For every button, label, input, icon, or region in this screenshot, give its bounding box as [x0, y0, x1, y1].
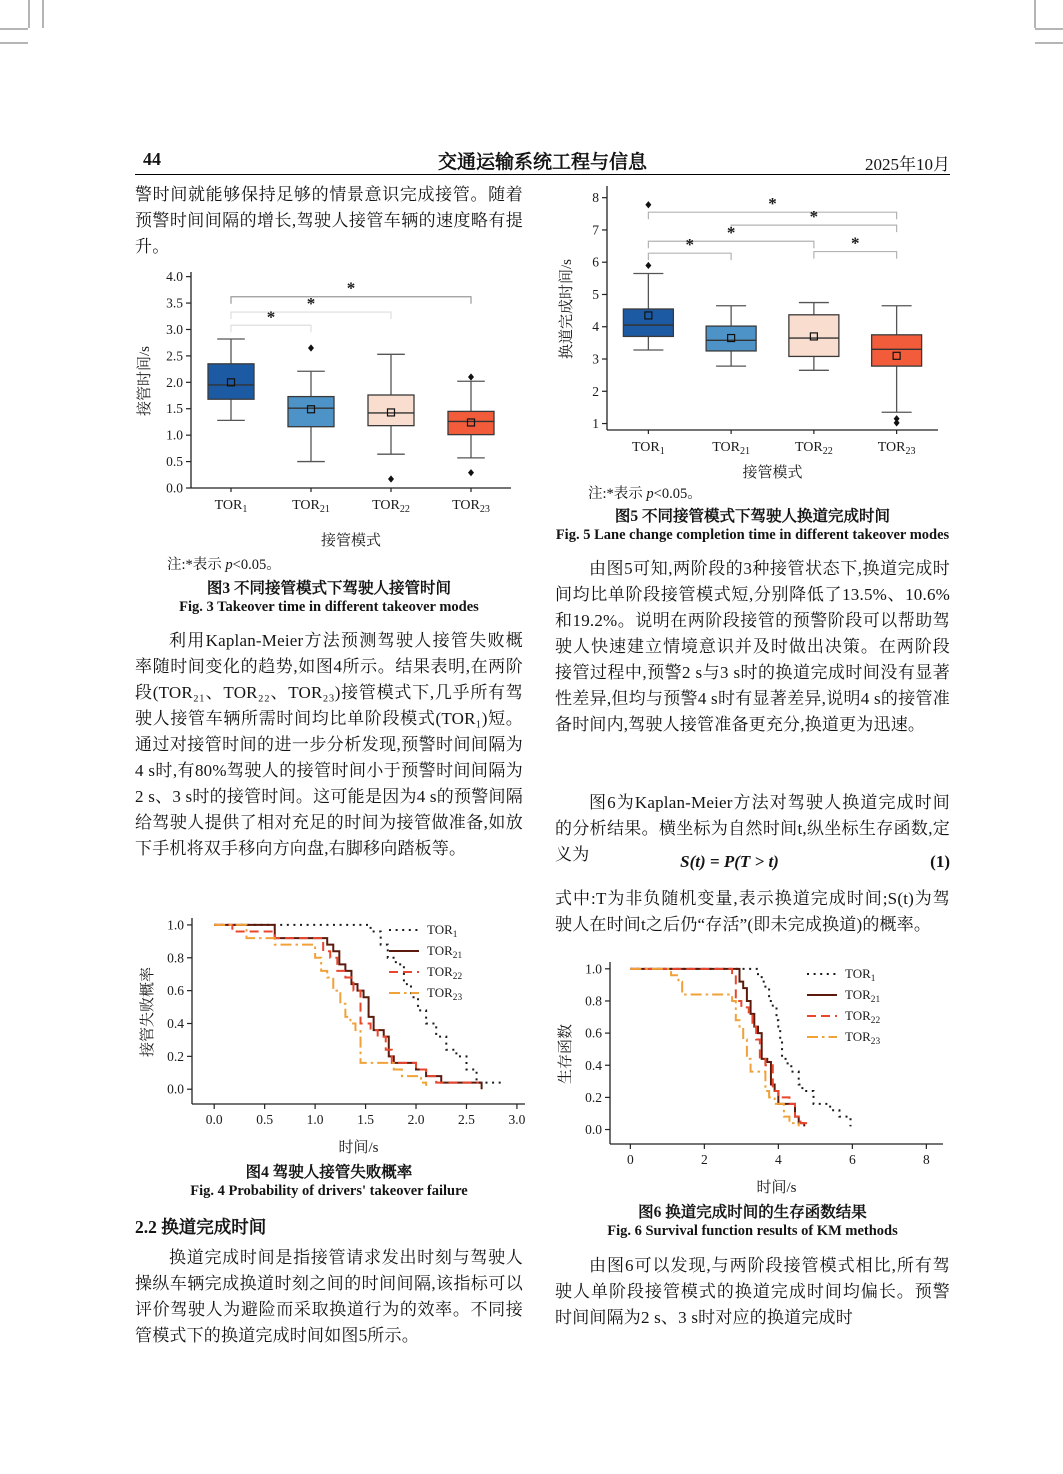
- svg-text:*: *: [809, 207, 819, 227]
- fig3-note: 注:*表示 p<0.05。: [167, 557, 281, 573]
- svg-text:4.0: 4.0: [166, 269, 183, 285]
- svg-text:0.0: 0.0: [167, 1081, 184, 1097]
- svg-text:生存函数: 生存函数: [558, 1023, 574, 1085]
- svg-text:2: 2: [592, 383, 599, 399]
- paragraph: 换道完成时间是指接管请求发出时刻与驾驶人操纵车辆完成换道时刻之间的时间间隔,该指标可以评价驾驶人为避险而采取换道行为的效率。不同接管模式下的换道完成时间如图5所示。: [135, 1248, 523, 1345]
- header-rule: [135, 174, 950, 175]
- svg-text:TOR22: $TOR_{22}$: [794, 440, 833, 457]
- paragraph: 式中:T为非负随机变量,表示换道完成时间;S(t)为驾驶人在时间t之后仍“存活”(即未完成换道)的概率。: [555, 889, 950, 934]
- svg-text:时间/s: 时间/s: [338, 1140, 379, 1156]
- svg-text:*: *: [726, 223, 736, 243]
- svg-text:TOR1: $TOR_1$: [427, 922, 458, 940]
- crop-mark: [1035, 28, 1063, 30]
- svg-text:3.0: 3.0: [166, 321, 183, 337]
- svg-text:0.0: 0.0: [205, 1112, 223, 1127]
- svg-text:TOR21: $TOR_{21}$: [712, 440, 751, 457]
- fig6-caption-zh: 图6 换道完成时间的生存函数结果: [638, 1204, 867, 1221]
- svg-text:*: *: [851, 233, 860, 253]
- svg-text:0.6: 0.6: [167, 983, 184, 999]
- svg-text:0.4: 0.4: [167, 1016, 184, 1031]
- svg-text:8: 8: [922, 1152, 930, 1167]
- svg-text:4: 4: [592, 319, 599, 335]
- svg-text:0.2: 0.2: [167, 1048, 184, 1064]
- svg-text:3.0: 3.0: [508, 1112, 526, 1127]
- svg-text:接管模式: 接管模式: [742, 465, 803, 481]
- crop-mark: [1035, 42, 1063, 44]
- journal-title: 交通运输系统工程与信息: [437, 152, 647, 173]
- svg-text:TOR21: $TOR_{21}$: [427, 943, 463, 961]
- svg-text:0.8: 0.8: [167, 950, 184, 966]
- svg-text:TOR22: $TOR_{22}$: [427, 964, 463, 982]
- equation-1: [555, 852, 950, 872]
- svg-text:TOR1: $TOR_1$: [845, 966, 876, 984]
- svg-text:1.0: 1.0: [167, 917, 184, 933]
- svg-text:接管时间/s: 接管时间/s: [137, 345, 153, 417]
- svg-text:TOR21: $TOR_{21}$: [845, 987, 881, 1005]
- paragraph: 由图5可知,两阶段的3种接管状态下,换道完成时间均比单阶段接管模式短,分别降低了13.5%、10.6%和19.2%。说明在两阶段接管的预警阶段可以帮助驾驶人快速建立情境意识并及时做出决策。在两阶段接管过程中,预警2 s与3 s时的换道完成时间没有显著性差异,但均与预警4 s时有显著差异,说明4 s的接管准备时间内,驾驶人接管准备更充分,换道更为迅速。: [555, 559, 950, 734]
- svg-text:1: 1: [592, 416, 599, 432]
- paragraph: 由图6可以发现,与两阶段接管模式相比,所有驾驶人单阶段接管模式的换道完成时间均偏长。预警时间间隔为2 s、3 s时对应的换道完成时: [555, 1256, 950, 1327]
- svg-text:时间/s: 时间/s: [756, 1180, 797, 1196]
- svg-text:3.5: 3.5: [166, 295, 183, 311]
- fig4-caption-zh: 图4 驾驶人接管失败概率: [245, 1164, 413, 1181]
- svg-text:0: 0: [626, 1152, 634, 1167]
- svg-text:TOR23: $TOR_{23}$: [845, 1029, 881, 1047]
- svg-text:0.8: 0.8: [585, 993, 602, 1009]
- svg-text:2.0: 2.0: [407, 1112, 425, 1127]
- crop-mark: [0, 42, 28, 44]
- svg-text:*: *: [685, 235, 694, 255]
- crop-mark: [28, 0, 30, 28]
- svg-text:TOR1: $TOR_1$: [214, 498, 248, 515]
- fig5-caption-en: Fig. 5 Lane change completion time in different takeover modes: [555, 527, 950, 543]
- svg-text:TOR23: $TOR_{23}$: [877, 440, 916, 457]
- page-number: 44: [143, 149, 161, 169]
- equation-formula: S(t) = P(T > t): [680, 852, 779, 871]
- fig5-boxplot-chart: [555, 178, 950, 489]
- svg-text:换道完成时间/s: 换道完成时间/s: [559, 258, 575, 360]
- svg-text:0.2: 0.2: [585, 1089, 602, 1105]
- fig5-note: 注:*表示 p<0.05。: [588, 486, 702, 502]
- svg-text:*: *: [768, 194, 777, 214]
- svg-text:2.0: 2.0: [166, 374, 183, 390]
- svg-text:0.0: 0.0: [166, 480, 183, 496]
- svg-text:0.6: 0.6: [585, 1025, 602, 1041]
- svg-text:TOR22: $TOR_{22}$: [372, 498, 410, 515]
- fig3-caption-en: Fig. 3 Takeover time in different takeover modes: [179, 599, 479, 615]
- svg-text:8: 8: [592, 190, 599, 206]
- fig6-caption-en: Fig. 6 Survival function results of KM methods: [607, 1223, 898, 1239]
- svg-text:1.5: 1.5: [357, 1112, 375, 1127]
- paragraph: 图6为Kaplan-Meier方法对驾驶人换道完成时间的分析结果。横坐标为自然时间t,纵坐标生存函数,定义为: [555, 793, 950, 864]
- svg-text:5: 5: [592, 286, 599, 302]
- svg-text:1.5: 1.5: [166, 401, 183, 417]
- fig4-caption-en: Fig. 4 Probability of drivers' takeover failure: [190, 1183, 468, 1199]
- svg-text:1.0: 1.0: [585, 961, 602, 977]
- svg-text:3: 3: [592, 351, 599, 367]
- fig3-caption-zh: 图3 不同接管模式下驾驶人接管时间: [206, 580, 452, 597]
- paragraph: 警时间就能够保持足够的情景意识完成接管。随着预警时间间隔的增长,驾驶人接管车辆的速度略有提升。: [135, 185, 523, 256]
- svg-text:*: *: [346, 278, 356, 298]
- issue-date: 2025年10月: [865, 155, 950, 174]
- svg-text:*: *: [266, 307, 276, 327]
- fig5-caption-zh: 图5 不同接管模式下驾驶人换道完成时间: [614, 508, 891, 525]
- fig4-km-chart: [137, 912, 535, 1163]
- fig3-boxplot-chart: [133, 266, 519, 557]
- svg-text:2.5: 2.5: [458, 1112, 475, 1127]
- svg-text:0.5: 0.5: [256, 1112, 274, 1127]
- svg-text:4: 4: [774, 1152, 782, 1167]
- svg-text:7: 7: [592, 222, 599, 238]
- section-heading-2-2: 2.2 换道完成时间: [135, 1217, 267, 1237]
- svg-text:2.5: 2.5: [166, 348, 183, 364]
- svg-text:1.0: 1.0: [166, 427, 183, 443]
- svg-text:2: 2: [700, 1152, 708, 1167]
- svg-text:TOR23: $TOR_{23}$: [427, 985, 463, 1003]
- svg-text:接管失败概率: 接管失败概率: [140, 966, 156, 1058]
- fig6-km-chart: [555, 956, 953, 1203]
- svg-text:0.0: 0.0: [585, 1122, 602, 1138]
- svg-text:TOR22: $TOR_{22}$: [845, 1008, 881, 1026]
- svg-text:TOR21: $TOR_{21}$: [292, 498, 330, 515]
- svg-text:接管模式: 接管模式: [320, 533, 382, 549]
- svg-text:6: 6: [592, 254, 599, 270]
- svg-text:TOR23: $TOR_{23}$: [452, 498, 490, 515]
- svg-text:0.4: 0.4: [585, 1057, 602, 1073]
- svg-text:1.0: 1.0: [306, 1112, 324, 1127]
- svg-text:TOR1: $TOR_1$: [631, 440, 665, 457]
- crop-mark: [0, 28, 28, 30]
- crop-mark: [42, 0, 44, 28]
- crop-mark: [1034, 0, 1036, 28]
- equation-number: (1): [930, 852, 950, 871]
- paragraph: 利用Kaplan-Meier方法预测驾驶人接管失败概率随时间变化的趋势,如图4所示。结果表明,在两阶段(TOR₂₁、TOR₂₂、TOR₂₃)接管模式下,几乎所有驾驶人接管车辆所需时间均比单阶段模式(TOR₁)短。通过对接管时间的进一步分析发现,预警时间间隔为4 s时,有80%驾驶人的接管时间小于预警时间间隔为2 s、3 s时的接管时间。这可能是因为4 s的预警间隔给驾驶人提供了相对充足的时间为接管做准备,如放下手机将双手移向方向盘,右脚移向踏板等。: [135, 631, 523, 858]
- svg-text:0.5: 0.5: [166, 454, 183, 470]
- svg-text:6: 6: [848, 1152, 856, 1167]
- svg-text:*: *: [306, 294, 316, 314]
